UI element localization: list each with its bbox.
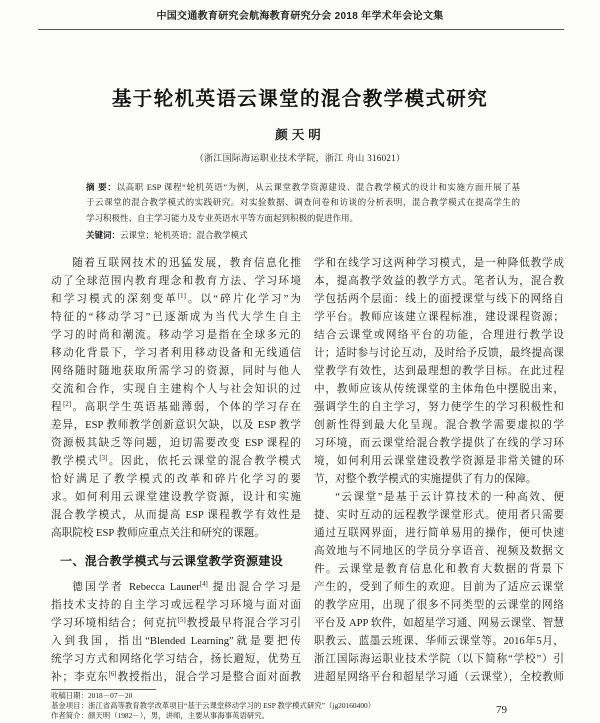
text-line: “云课堂”是基于云计算技术的一种高效、便 <box>335 492 564 503</box>
text-line: 交流和合作，实现自主建构个人与社会知识的过 <box>51 384 301 395</box>
text-line: 统学习方式和网络化学习结合，扬长避短，优势互 <box>51 654 301 665</box>
text-line: 强调学生的自主学习，努力使学生的学习积极性和 <box>314 402 564 413</box>
text-line: 求。如何利用云课堂建设教学资源，设计和实施 <box>51 492 301 503</box>
text-line: 学和在线学习这两种学习模式，是一种降低教学成 <box>314 258 564 269</box>
footnote-rule <box>51 689 156 690</box>
text-line: 节，对整个教学模式的实施提供了有力的保障。 <box>314 474 537 485</box>
text-line: 程[2]。高职学生英语基础薄弱，个体的学习存在 <box>51 401 301 413</box>
text-line: 职教云、蓝墨云班课、华师云课堂等。2016年5月， <box>314 636 564 647</box>
text-line: 的教学应用，出现了很多不同类型的云课堂的网络 <box>314 600 564 611</box>
text-line: 入到我国，指出“Blended Learning”就是要把传 <box>51 636 301 647</box>
text-line: 移动化背景下，学习者利用移动设备和无线通信 <box>51 348 301 359</box>
text-line: 资源极其缺乏等问题，迫切需要改变 ESP 课程的 <box>51 438 301 449</box>
text-line: 浙江国际海运职业技术学院（以下简称“学校”）引 <box>314 654 564 665</box>
abstract-line: 于云课堂的混合教学模式的实践研究。对实验数据、调查问卷和访谈的分析表明，混合教学模式在提高学生的 <box>86 197 520 208</box>
received-date: 收稿日期：2018－07－20 <box>51 691 133 700</box>
abstract-label: 摘 要： <box>86 182 117 192</box>
text-line: 学平台。教师应该建立课程标准，建设课程资源； <box>314 312 564 323</box>
keywords <box>86 228 520 242</box>
footnotes <box>51 691 491 720</box>
text-line: 通过互联网界面，进行简单易用的操作，便可快速 <box>314 528 564 539</box>
citation-marker: [1] <box>177 293 186 300</box>
header-rule <box>38 29 564 30</box>
running-header: 中国交通教育研究会航海教育研究分会 2018 年学术年会论文集 <box>156 11 444 22</box>
text-line: 特征的“移动学习”已逐渐成为当代大学生自主 <box>51 312 301 323</box>
keywords-text: 云课堂；轮机英语；混合教学模式 <box>120 230 248 240</box>
text-line: 高效地与不同地区的学员分享语音、视频及数据文 <box>314 546 564 557</box>
text-line: 指技术支持的自主学习或远程学习环境与面对面 <box>51 600 301 611</box>
text-line: 件。云课堂是教育信息化和教育大数据的背景下 <box>314 564 564 575</box>
text-line: 动了全球范围内教育理念和教育方法、学习环境 <box>51 276 301 287</box>
text-line: 习环境，而云课堂给混合教学提供了在线的学习环 <box>314 438 564 449</box>
section-heading: 一、混合教学模式与云课堂教学资源建设 <box>60 554 284 568</box>
text-line: 进超星网络平台和超星学习通（云课堂），全校教师 <box>314 672 564 683</box>
text-line: 网络随时随地获取所需学习的资源，同时与他人 <box>51 366 301 377</box>
text-line: 差异，ESP 教师教学创新意识欠缺，以及 ESP 教学 <box>51 420 301 431</box>
text-line: 结合云课堂或网络平台的功能，合理进行教学设 <box>314 330 564 341</box>
text-line: 中，教师应该从传统课堂的主体角色中摆脱出来， <box>314 384 564 395</box>
text-line: 产生的，受到了师生的欢迎。目前为了适应云课堂 <box>314 582 564 593</box>
cloud-classroom-paragraph <box>314 489 564 687</box>
text-line: 创新性得到最大化呈现。混合教学需要虚拟的学 <box>314 420 564 431</box>
text-line: 捷、实时互动的远程教学课堂形式。使用者只需要 <box>314 510 564 521</box>
text-line: 高职院校 ESP 教师应重点关注和研究的课题。 <box>51 528 265 539</box>
left-column <box>51 255 301 687</box>
text-line: 堂教学有效性，达到最理想的教学目标。在此过程 <box>314 366 564 377</box>
text-line: 随着互联网技术的迅猛发展，教育信息化推 <box>72 258 301 269</box>
citation-marker: [6] <box>108 671 117 678</box>
text-line: 计；适时参与讨论互动，及时给予反馈，最终提高课 <box>314 348 564 359</box>
abstract-line <box>86 180 520 195</box>
text-line: 学习环境相结合；何克抗[5]教授最早将混合学习引 <box>51 617 301 629</box>
text-line: 平台及 APP 软件，如超星学习通、网易云课堂、智慧 <box>314 618 564 629</box>
text-line: 恰好满足了教学模式的改革和碎片化学习的要 <box>51 474 301 485</box>
text-line: 混合教学模式，从而提高 ESP 课程教学有效性是 <box>51 510 301 521</box>
citation-marker: [3] <box>99 455 108 462</box>
citation-marker: [5] <box>177 617 186 624</box>
author-affiliation: （浙江国际海运职业技术学院，浙江 舟山 316021） <box>194 153 406 163</box>
citation-marker: [2] <box>63 401 72 408</box>
abstract-text: 以高职 ESP 课程“轮机英语”为例，从云课堂教学资源建设、混合教学模式的设计和实施方面开展了基 <box>116 182 520 192</box>
intro-paragraph <box>51 255 301 543</box>
text-line: 境，如何利用云课堂建设教学资源是非常关键的环 <box>314 456 564 467</box>
text-line: 和学习模式的深刻变革[1]。以“碎片化学习”为 <box>51 293 301 305</box>
text-line: 本，提高教学效益的教学方式。笔者认为，混合教 <box>314 276 564 287</box>
literature-paragraph <box>51 579 301 687</box>
author-name: 颜天明 <box>275 128 325 142</box>
citation-marker: [4] <box>199 581 208 588</box>
text-line: 教学模式[3]。因此，依托云课堂的混合教学模式 <box>51 455 301 467</box>
paper-title: 基于轮机英语云课堂的混合教学模式研究 <box>111 89 489 110</box>
text-line: 学包括两个层面：线上的面授课堂与线下的网络自 <box>314 294 564 305</box>
right-column <box>314 255 564 687</box>
abstract <box>86 180 520 226</box>
page-number: 79 <box>496 704 507 716</box>
abstract-line: 学习积极性、自主学习能力及专业英语水平等方面起到积极的促进作用。 <box>86 212 359 223</box>
text-line: 德国学者 Rebecca Launer[4] 提出混合学习是 <box>72 581 301 593</box>
text-line: 补；李克东[6]教授指出，混合学习是整合面对面教 <box>51 671 301 683</box>
author-bio: 作者简介：颜天明（1982－），男，讲师，主要从事海事英语研究。 <box>51 710 270 720</box>
fund-info: 基金项目：浙江省高等教育教学改革项目“基于云课堂移动学习的 ESP 教学模式研究”（jg20160400） <box>51 700 376 710</box>
literature-paragraph-continued <box>314 255 564 489</box>
keywords-label: 关键词： <box>86 230 121 240</box>
text-line: 学习的时尚和潮流。移动学习是指在全球多元的 <box>51 330 301 341</box>
